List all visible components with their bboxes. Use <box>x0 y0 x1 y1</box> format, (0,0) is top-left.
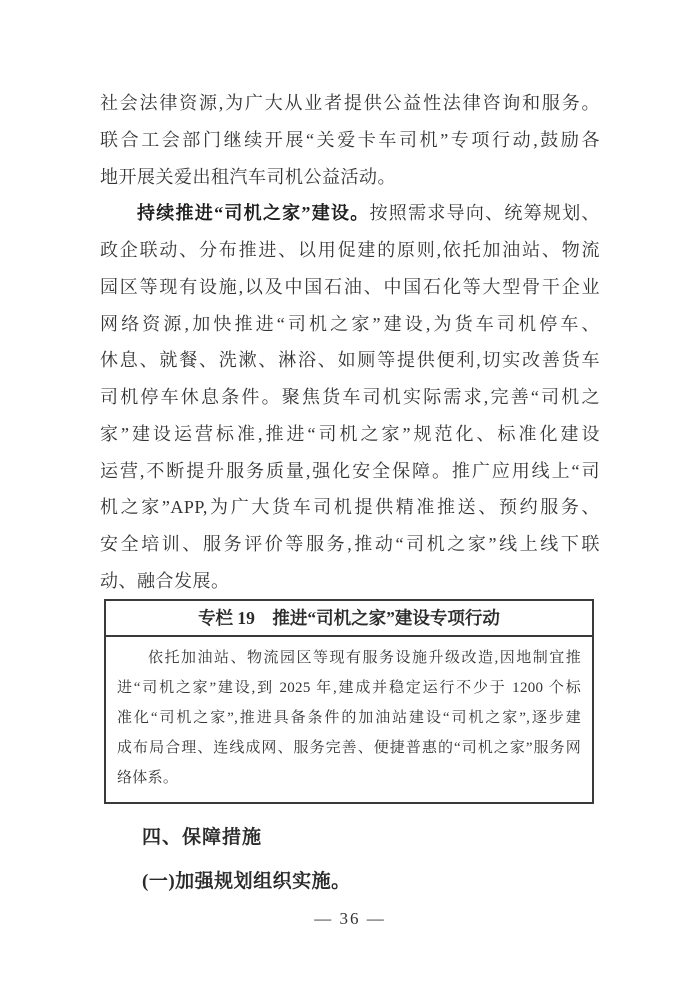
special-column-body <box>106 637 592 802</box>
body-text <box>100 85 600 600</box>
paragraph-line: 休息、就餐、洗漱、淋浴、如厕等提供便利,切实改善货车 <box>100 350 600 371</box>
column-line: 准化“司机之家”,推进具备条件的加油站建设“司机之家”,逐步建 <box>117 710 581 726</box>
section-heading: 四、保障措施 <box>142 827 263 848</box>
paragraph-line: 司机停车休息条件。聚焦货车司机实际需求,完善“司机之 <box>100 387 600 407</box>
paragraph-line: 家”建设运营标准,推进“司机之家”规范化、标准化建设 <box>100 423 600 444</box>
paragraph-line: 网络资源,加快推进“司机之家”建设,为货车司机停车、 <box>100 313 600 334</box>
paragraph-line: 机之家”APP,为广大货车司机提供精准推送、预约服务、 <box>100 497 600 518</box>
paragraph-line: 动、融合发展。 <box>100 570 230 591</box>
column-line: 络体系。 <box>117 770 179 786</box>
paragraph-line: 政企联动、分布推进、以用促建的原则,依托加油站、物流 <box>100 240 600 260</box>
special-column-title: 专栏 19 推进“司机之家”建设专项行动 <box>106 601 592 637</box>
paragraph-lead-rest: 按照需求导向、统筹规划、 <box>369 203 600 224</box>
column-line: 进“司机之家”建设,到 2025 年,建成并稳定运行不少于 1200 个标 <box>117 680 581 696</box>
special-column-box <box>104 599 594 804</box>
column-line: 依托加油站、物流园区等现有服务设施升级改造,因地制宜推 <box>148 650 581 666</box>
paragraph-line: 安全培训、服务评价等服务,推动“司机之家”线上线下联 <box>100 534 600 554</box>
paragraph-line: 园区等现有设施,以及中国石油、中国石化等大型骨干企业 <box>100 276 600 297</box>
paragraph-lead-bold: 持续推进“司机之家”建设。 <box>137 203 370 224</box>
paragraph-line <box>100 195 600 232</box>
paragraph-line: 社会法律资源,为广大从业者提供公益性法律咨询和服务。 <box>100 93 600 113</box>
subsection-heading: (一)加强规划组织实施。 <box>142 871 351 892</box>
paragraph-line: 运营,不断提升服务质量,强化安全保障。推广应用线上“司 <box>100 460 600 481</box>
paragraph-line: 联合工会部门继续开展“关爱卡车司机”专项行动,鼓励各 <box>100 129 600 150</box>
page-number: — 36 — <box>314 909 386 928</box>
column-line: 成布局合理、连线成网、服务完善、便捷普惠的“司机之家”服务网 <box>117 740 581 756</box>
paragraph-line: 地开展关爱出租汽车司机公益活动。 <box>100 166 396 187</box>
